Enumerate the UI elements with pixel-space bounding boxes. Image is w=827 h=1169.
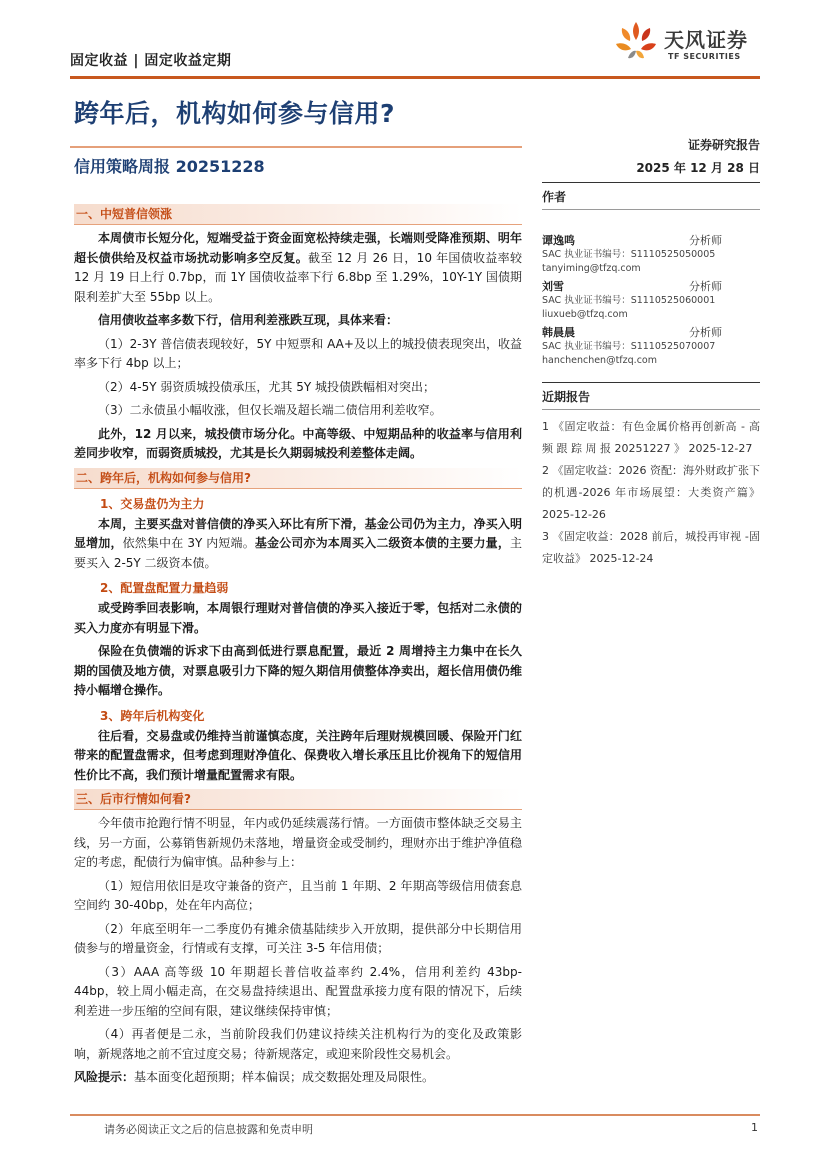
body-text: 截至 12 月 26 日，10 年国债收益率较 12 月 19 日上行 0.7bp，而 1Y 国债收益率下行 6.8bp 至 1.29%，10Y-1Y 国债期限利差扩大至 55bp 以上。: [74, 250, 522, 304]
recent-report-item[interactable]: 3 《固定收益：2028 前后，城投再审视 -固定收益》 2025-12-24: [542, 530, 760, 565]
risk-label: 风险提示：: [74, 1070, 135, 1084]
bold-text: 本周，主要买盘对普信债的净买入环比有所下滑，基金公司仍为主力，净买入明显增加，: [74, 516, 522, 550]
logo-name-cn: 天风证券: [664, 28, 748, 52]
paragraph: 或受跨季回表影响，本周银行理财对普信债的净买入接近于零，包括对二永债的买入力度亦有明显下滑。: [74, 601, 522, 635]
author-row: [542, 278, 722, 294]
recent-report-item[interactable]: 1 《固定收益：有色金属价格再创新高 - 高 频 跟 踪 周 报 20251227 》 2025-12-27: [542, 420, 760, 455]
author-name: 刘雪: [542, 280, 564, 293]
author-cert: SAC 执业证书编号：S1110525070007: [542, 341, 716, 352]
paragraph: 今年债市抢跑行情不明显，年内或仍延续震荡行情。一方面债市整体缺乏交易主线，另一方面，公募销售新规仍未落地，增量资金或受制约，理财亦出于维护净值稳定的考虑，配债行为偏审慎。品种参与上：: [74, 816, 522, 869]
section-heading: 一、中短普信领涨: [74, 204, 522, 225]
paragraph: （3）二永债虽小幅收涨，但仅长端及超长端二债信用利差收窄。: [98, 403, 442, 417]
paragraph: （2）4-5Y 弱资质城投债承压，尤其 5Y 城投债跌幅相对突出；: [98, 379, 435, 394]
recent-divider: [542, 409, 760, 410]
bold-text: 基金公司亦为本周买入二级资本债的主要力量，: [254, 536, 510, 550]
recent-top-divider: [542, 382, 760, 383]
main-content: [74, 202, 522, 1088]
report-type: 证券研究报告: [687, 138, 760, 152]
page-number: 1: [751, 1121, 758, 1134]
sidebar: [542, 136, 760, 570]
risk-warning: [74, 1068, 522, 1088]
paragraph: （1）短信用依旧是攻守兼备的资产，且当前 1 年期、2 年期高等级信用债套息空间约 30-40bp，处在年内高位；: [74, 878, 522, 912]
section-heading: 二、跨年后，机构如何参与信用?: [74, 468, 522, 489]
author-name: 谭逸鸣: [542, 234, 575, 247]
subsection-heading: 2、配置盘配置力量趋弱: [100, 581, 229, 595]
author-cert: SAC 执业证书编号：S1110525060001: [542, 295, 716, 306]
paragraph: 此外，12 月以来，城投债市场分化。中高等级、中短期品种的收益率与信用利差同步收窄，而弱资质城投，尤其是长久期弱城投利差整体走阔。: [74, 426, 522, 460]
report-subtitle: 信用策略周报 20251228: [74, 157, 265, 176]
body-text: 依然集中在 3Y 内短端。: [122, 536, 255, 550]
paragraph: 信用债收益率多数下行，信用利差涨跌互现，具体来看：: [98, 313, 399, 327]
authors-divider: [542, 209, 760, 210]
author-email[interactable]: liuxueb@tfzq.com: [542, 309, 628, 320]
authors-heading: 作者: [542, 190, 567, 204]
subsection-heading: 3、跨年后机构变化: [100, 708, 205, 723]
paragraph: （4）再者便是二永，当前阶段我们仍建议持续关注机构行为的变化及政策影响，新规落地之前不宜过度交易；待新规落定，或迎来阶段性交易机会。: [74, 1027, 522, 1061]
author-block: [542, 232, 760, 276]
report-title: 跨年后，机构如何参与信用?: [74, 99, 396, 128]
footer-divider: [70, 1114, 760, 1116]
body-text: 主要买入 2-5Y 二级资本债。: [74, 536, 522, 570]
company-logo: [610, 18, 760, 70]
date-divider: [542, 182, 760, 183]
author-row: [542, 232, 722, 248]
recent-report-item[interactable]: 2 《固定收益：2026 资配：海外财政扩张下的机遇-2026 年市场展望：大类资产篇》 2025-12-26: [542, 464, 760, 521]
risk-text: 基本面变化超预期；样本偏误；成交数据处理及局限性。: [134, 1070, 435, 1084]
author-role: 分析师: [689, 280, 722, 293]
subsection-heading: 1、交易盘仍为主力: [100, 496, 205, 511]
paragraph: 往后看，交易盘或仍维持当前谨慎态度，关注跨年后理财规模回暖、保险开门红带来的配置盘需求，但考虑到理财净值化、保费收入增长承压且比价视角下的短信用性价比不高，我们预计增量配置需求有限。: [74, 728, 522, 782]
paragraph: [74, 229, 522, 307]
author-block: [542, 324, 760, 368]
author-row: [542, 324, 722, 340]
paragraph: （3）AAA 高等级 10 年期超长普信收益率约 2.4%，信用利差约 43bp-44bp，较上周小幅走高，在交易盘持续退出、配置盘承接力度有限的情况下，后续利差进一步压缩的空间有限，建议继续保持审慎；: [74, 964, 522, 1018]
author-cert: SAC 执业证书编号：S1110525050005: [542, 249, 716, 260]
report-date: 2025 年 12 月 28 日: [636, 161, 760, 175]
author-email[interactable]: tanyiming@tfzq.com: [542, 263, 641, 274]
page-header: [70, 0, 760, 80]
footer-disclaimer: 请务必阅读正文之后的信息披露和免责申明: [104, 1123, 313, 1136]
logo-name-en: TF SECURITIES: [668, 52, 741, 61]
paragraph: （1）2-3Y 普信债表现较好，5Y 中短票和 AA+及以上的城投债表现突出，收益率多下行 4bp 以上；: [74, 336, 522, 370]
section-heading: 三、后市行情如何看?: [74, 789, 522, 810]
paragraph: [74, 515, 522, 574]
author-role: 分析师: [689, 326, 722, 339]
author-block: [542, 278, 760, 322]
author-name: 韩晨晨: [542, 326, 575, 339]
bold-text: 本周债市长短分化，短端受益于资金面宽松持续走强，长端则受降准预期、明年超长债供给及权益市场扰动影响多空反复。: [74, 231, 522, 265]
logo-mark-icon: [610, 18, 662, 70]
header-divider: [70, 76, 760, 79]
recent-reports-heading: 近期报告: [542, 390, 591, 404]
author-email[interactable]: hanchenchen@tfzq.com: [542, 355, 657, 366]
paragraph: 保险在负债端的诉求下由高到低进行票息配置，最近 2 周增持主力集中在长久期的国债及地方债，对票息吸引力下降的短久期信用债整体净卖出，超长信用债仍维持小幅增仓操作。: [74, 644, 522, 697]
paragraph: （2）年底至明年一二季度仍有摊余债基陆续步入开放期，提供部分中长期信用债参与的增量资金，行情或有支撑，可关注 3-5 年信用债；: [74, 921, 522, 955]
title-divider: [70, 146, 522, 148]
author-role: 分析师: [689, 234, 722, 247]
breadcrumb: 固定收益 | 固定收益定期: [70, 53, 232, 69]
